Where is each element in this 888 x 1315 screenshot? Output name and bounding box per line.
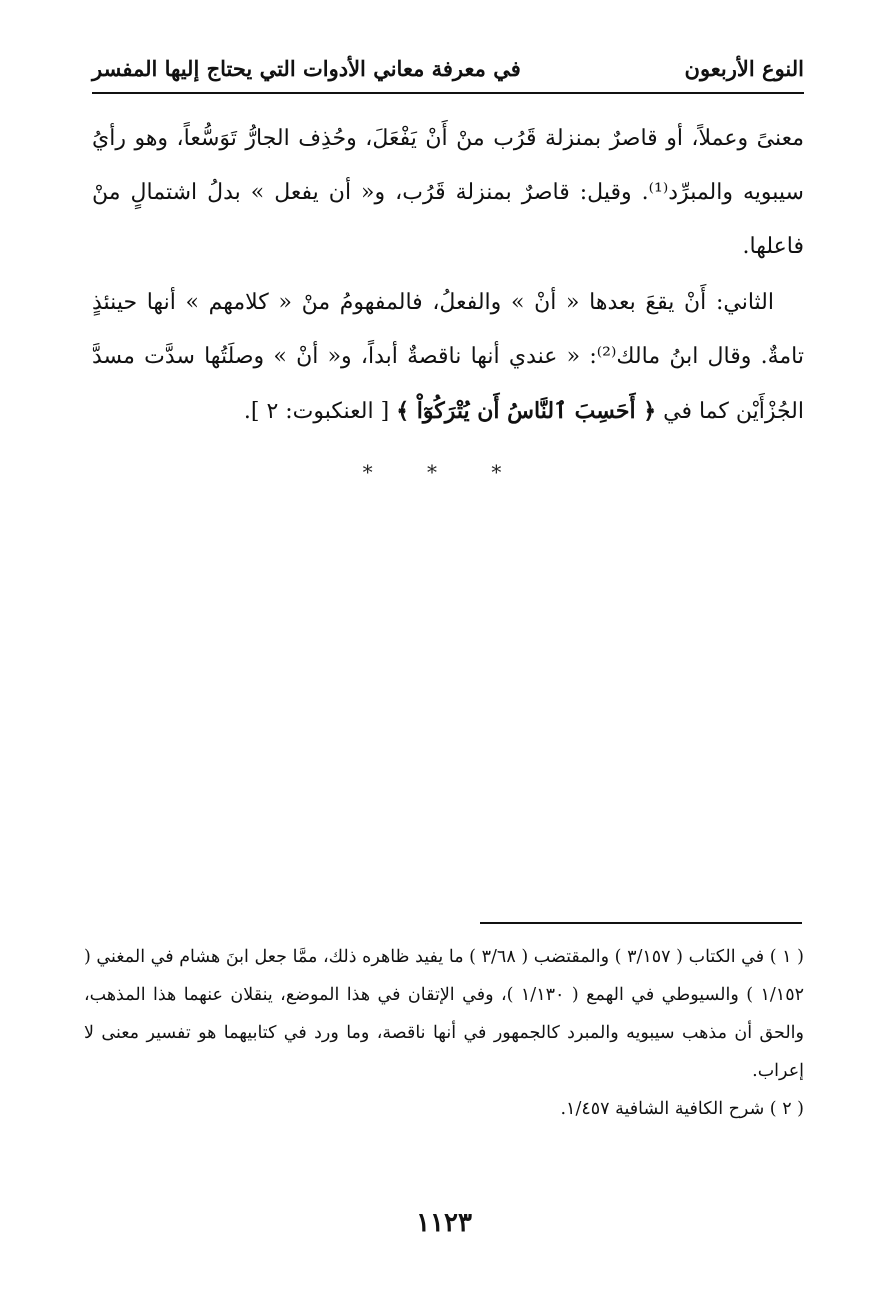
- quran-reference: [ العنكبوت: ٢ ].: [243, 399, 390, 424]
- paragraph-2: [92, 276, 804, 439]
- chapter-title: النوع الأربعون: [684, 56, 804, 81]
- footnotes: [84, 938, 804, 1128]
- running-header: [92, 52, 804, 92]
- paragraph-2-text: الثاني: أَنْ يقعَ بعدها « أنْ » والفعلُ، فالمفهومُ منْ « كلامهم » أنها حينئذٍ تامةٌ. وقال ابنُ مالك⁽²⁾: « عندي أنها ناقصةٌ أبداً، و« أنْ » وصلَتُها سدَّت مسدَّ الجُزْأَيْن كما في: [92, 290, 804, 424]
- main-text: [92, 112, 804, 439]
- footnote-2: ( ٢ ) شرح الكافية الشافية ١/٤٥٧.: [560, 1099, 804, 1119]
- footnote-1: ( ١ ) في الكتاب ( ٣/١٥٧ ) والمقتضب ( ٣/٦٨ ) ما يفيد ظاهره ذلك، ممَّا جعل ابنَ هشام في المغني ( ١/١٥٢ ) والسيوطي في الهمع ( ١/١٣٠ )، وفي الإتقان في هذا الموضع، ينقلان عنهما هذا المذهب، والحق أن مذهب سيبويه والمبرد كالجمهور في أنها ناقصة، وما ورد في كتابيهما هو تفسير معنى لا إعراب.: [84, 947, 805, 1081]
- quran-quote: ﴿ أَحَسِبَ ٱلنَّاسُ أَن يُتْرَكُوٓاْ ﴾: [396, 398, 657, 424]
- section-title: في معرفة معاني الأدوات التي يحتاج إليها المفسر: [92, 56, 521, 81]
- paragraph-1: معنىً وعملاً، أو قاصرٌ بمنزلة قَرُب منْ أَنْ يَفْعَلَ، وحُذِف الجارُّ تَوَسُّعاً، وهو رأيُ سيبويه والمبرِّد⁽¹⁾. وقيل: قاصرٌ بمنزلة قَرُب، و« أن يفعل » بدلُ اشتمالٍ منْ فاعلها.: [92, 126, 804, 259]
- page-number: ١١٢٣: [416, 1208, 472, 1238]
- footnote-rule: [480, 922, 802, 924]
- header-rule: [92, 92, 804, 94]
- section-separator: * * *: [362, 460, 526, 484]
